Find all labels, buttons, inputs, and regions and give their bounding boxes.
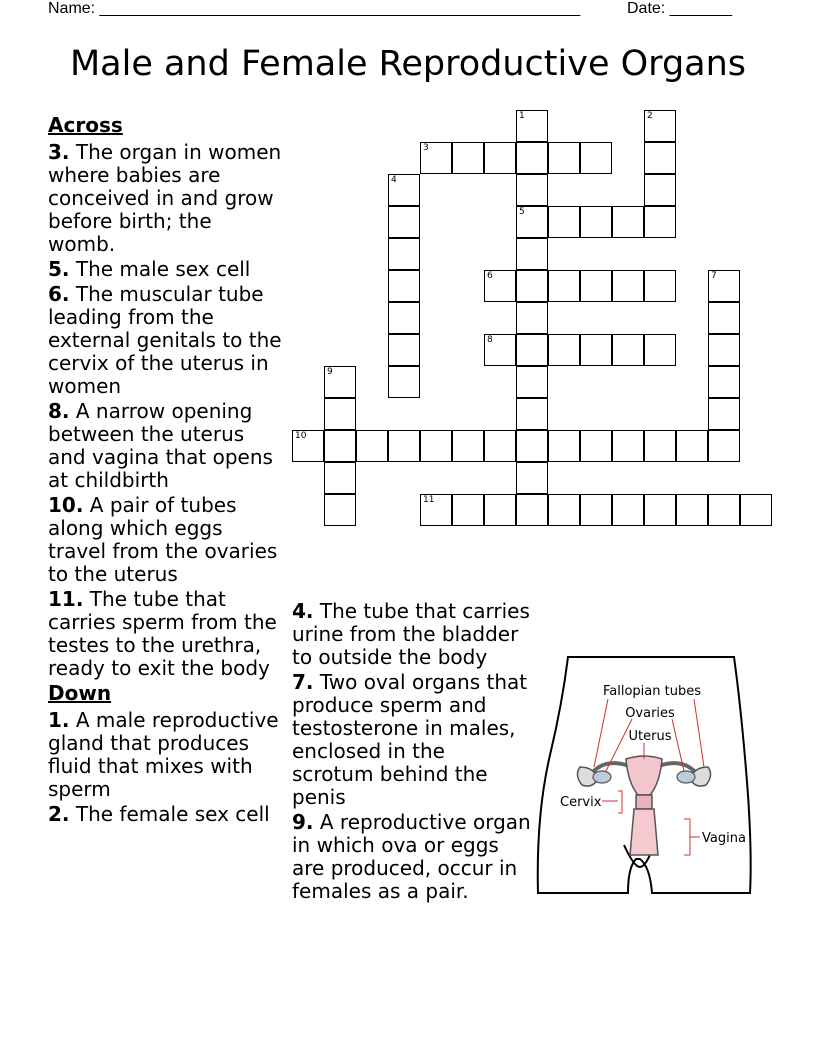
clue-number: 1. [48,708,70,732]
clue-item [48,283,284,398]
crossword-cell[interactable] [516,110,548,142]
uterus-diagram [536,655,752,897]
left-ovary [593,771,611,783]
crossword-cell[interactable] [580,206,612,238]
clue-number: 9. [292,810,314,834]
crossword-cell[interactable] [644,334,676,366]
label-uterus: Uterus [628,729,672,744]
crossword-cell[interactable] [676,430,708,462]
crossword-cell[interactable] [548,494,580,526]
clue-number: 3. [48,140,70,164]
crossword-cell[interactable] [324,462,356,494]
clue-number: 8. [48,399,70,423]
crossword-cell[interactable] [708,302,740,334]
cell-number: 3 [423,143,429,153]
name-line: ______________________________________________________ [99,0,581,17]
crossword-cell[interactable] [644,494,676,526]
cell-number: 2 [647,111,653,121]
vagina-shape [630,809,658,855]
crossword-cell[interactable] [516,494,548,526]
down-clue-list-continued [292,600,532,903]
crossword-cell[interactable] [548,142,580,174]
clue-item [48,258,284,281]
cell-number: 10 [295,431,307,441]
crossword-cell[interactable] [388,270,420,302]
clue-number: 11. [48,587,84,611]
crossword-cell[interactable] [420,430,452,462]
crossword-cell[interactable] [644,206,676,238]
crossword-cell[interactable] [644,142,676,174]
crossword-cell[interactable] [740,494,772,526]
crossword-cell[interactable] [708,334,740,366]
crossword-cell[interactable] [548,430,580,462]
crossword-cell[interactable] [484,270,516,302]
clue-item [48,709,284,801]
clue-number: 5. [48,257,70,281]
clue-text: The tube that carries sperm from the testes to the urethra, ready to exit the body [48,587,277,680]
crossword-cell[interactable] [516,366,548,398]
clue-text: A pair of tubes along which eggs travel from the ovaries to the uterus [48,493,278,586]
crossword-cell[interactable] [612,430,644,462]
clue-text: The female sex cell [75,802,270,826]
crossword-cell[interactable] [516,238,548,270]
crossword-cell[interactable] [420,142,452,174]
crossword-cell[interactable] [388,206,420,238]
crossword-cell[interactable] [516,302,548,334]
crossword-cell[interactable] [452,494,484,526]
cervix-shape [636,795,652,809]
crossword-cell[interactable] [644,270,676,302]
clue-item [48,803,284,826]
crossword-cell[interactable] [484,334,516,366]
clue-number: 7. [292,670,314,694]
crossword-cell[interactable] [644,174,676,206]
cell-number: 8 [487,335,493,345]
crossword-cell[interactable] [644,110,676,142]
clue-item [292,811,532,903]
crossword-cell[interactable] [516,334,548,366]
clue-number: 10. [48,493,84,517]
clue-item [48,494,284,586]
crossword-cell[interactable] [548,206,580,238]
clue-number: 2. [48,802,70,826]
clue-number: 6. [48,282,70,306]
cell-number: 11 [423,495,435,505]
crossword-cell[interactable] [580,494,612,526]
crossword-cell[interactable] [388,430,420,462]
crossword-cell[interactable] [612,494,644,526]
across-heading: Across [48,113,123,137]
crossword-cell[interactable] [356,430,388,462]
clue-text: The muscular tube leading from the external genitals to the cervix of the uterus in women [48,282,282,398]
crossword-cell[interactable] [388,302,420,334]
label-cervix: Cervix [560,795,602,810]
cell-number: 9 [327,367,333,377]
clue-text: Two oval organs that produce sperm and testosterone in males, enclosed in the scrotum behind the penis [292,670,528,809]
crossword-cell[interactable] [644,430,676,462]
crossword-cell[interactable] [516,206,548,238]
clue-text: A reproductive organ in which ova or eggs are produced, occur in females as a pair. [292,810,531,903]
crossword-cell[interactable] [516,142,548,174]
crossword-cell[interactable] [388,238,420,270]
crossword-cell[interactable] [388,366,420,398]
cell-number: 7 [711,271,717,281]
crossword-cell[interactable] [324,366,356,398]
crossword-cell[interactable] [516,270,548,302]
crossword-cell[interactable] [580,334,612,366]
crossword-cell[interactable] [388,334,420,366]
cell-number: 5 [519,207,525,217]
clue-item [292,600,532,669]
cell-number: 1 [519,111,525,121]
mid-clue-column [292,600,532,905]
crossword-cell[interactable] [324,398,356,430]
crossword-cell[interactable] [324,430,356,462]
cell-number: 6 [487,271,493,281]
clue-text: The male sex cell [75,257,251,281]
crossword-cell[interactable] [484,494,516,526]
crossword-cell[interactable] [708,270,740,302]
down-clue-list [48,709,284,826]
crossword-cell[interactable] [292,430,324,462]
crossword-cell[interactable] [612,270,644,302]
clue-text: A male reproductive gland that produces fluid that mixes with sperm [48,708,279,801]
clue-number: 4. [292,599,314,623]
label-ovaries: Ovaries [625,706,675,721]
crossword-cell[interactable] [516,398,548,430]
crossword-cell[interactable] [708,430,740,462]
crossword-cell[interactable] [484,142,516,174]
label-fallopian-tubes: Fallopian tubes [603,684,701,699]
clue-text: A narrow opening between the uterus and vagina that opens at childbirth [48,399,273,492]
crossword-cell[interactable] [452,430,484,462]
name-label: Name: [48,0,96,17]
date-field[interactable] [627,0,732,18]
crossword-cell[interactable] [516,430,548,462]
crossword-cell[interactable] [580,142,612,174]
crossword-cell[interactable] [452,142,484,174]
crossword-cell[interactable] [516,462,548,494]
crossword-cell[interactable] [484,430,516,462]
clue-item [292,671,532,809]
crossword-cell[interactable] [324,494,356,526]
crossword-cell[interactable] [580,270,612,302]
crossword-cell[interactable] [580,430,612,462]
across-clue-list [48,141,284,680]
crossword-cell[interactable] [420,494,452,526]
crossword-cell[interactable] [676,494,708,526]
crossword-cell[interactable] [548,334,580,366]
clue-item [48,588,284,680]
crossword-cell[interactable] [708,398,740,430]
name-field[interactable] [48,0,580,18]
crossword-cell[interactable] [708,366,740,398]
crossword-cell[interactable] [516,174,548,206]
clue-text: The tube that carries urine from the bladder to outside the body [292,599,530,669]
crossword-cell[interactable] [612,334,644,366]
left-clue-column [48,114,284,828]
date-label: Date: [627,0,666,17]
crossword-cell[interactable] [548,270,580,302]
date-line: _______ [669,0,732,17]
label-vagina: Vagina [702,831,746,846]
cell-number: 4 [391,175,397,185]
crossword-cell[interactable] [388,174,420,206]
crossword-cell[interactable] [612,206,644,238]
right-ovary [677,771,695,783]
crossword-cell[interactable] [708,494,740,526]
page-title: Male and Female Reproductive Organs [69,44,747,84]
down-heading: Down [48,681,112,705]
clue-item [48,400,284,492]
clue-item [48,141,284,256]
clue-text: The organ in women where babies are conceived in and grow before birth; the womb. [48,140,282,256]
